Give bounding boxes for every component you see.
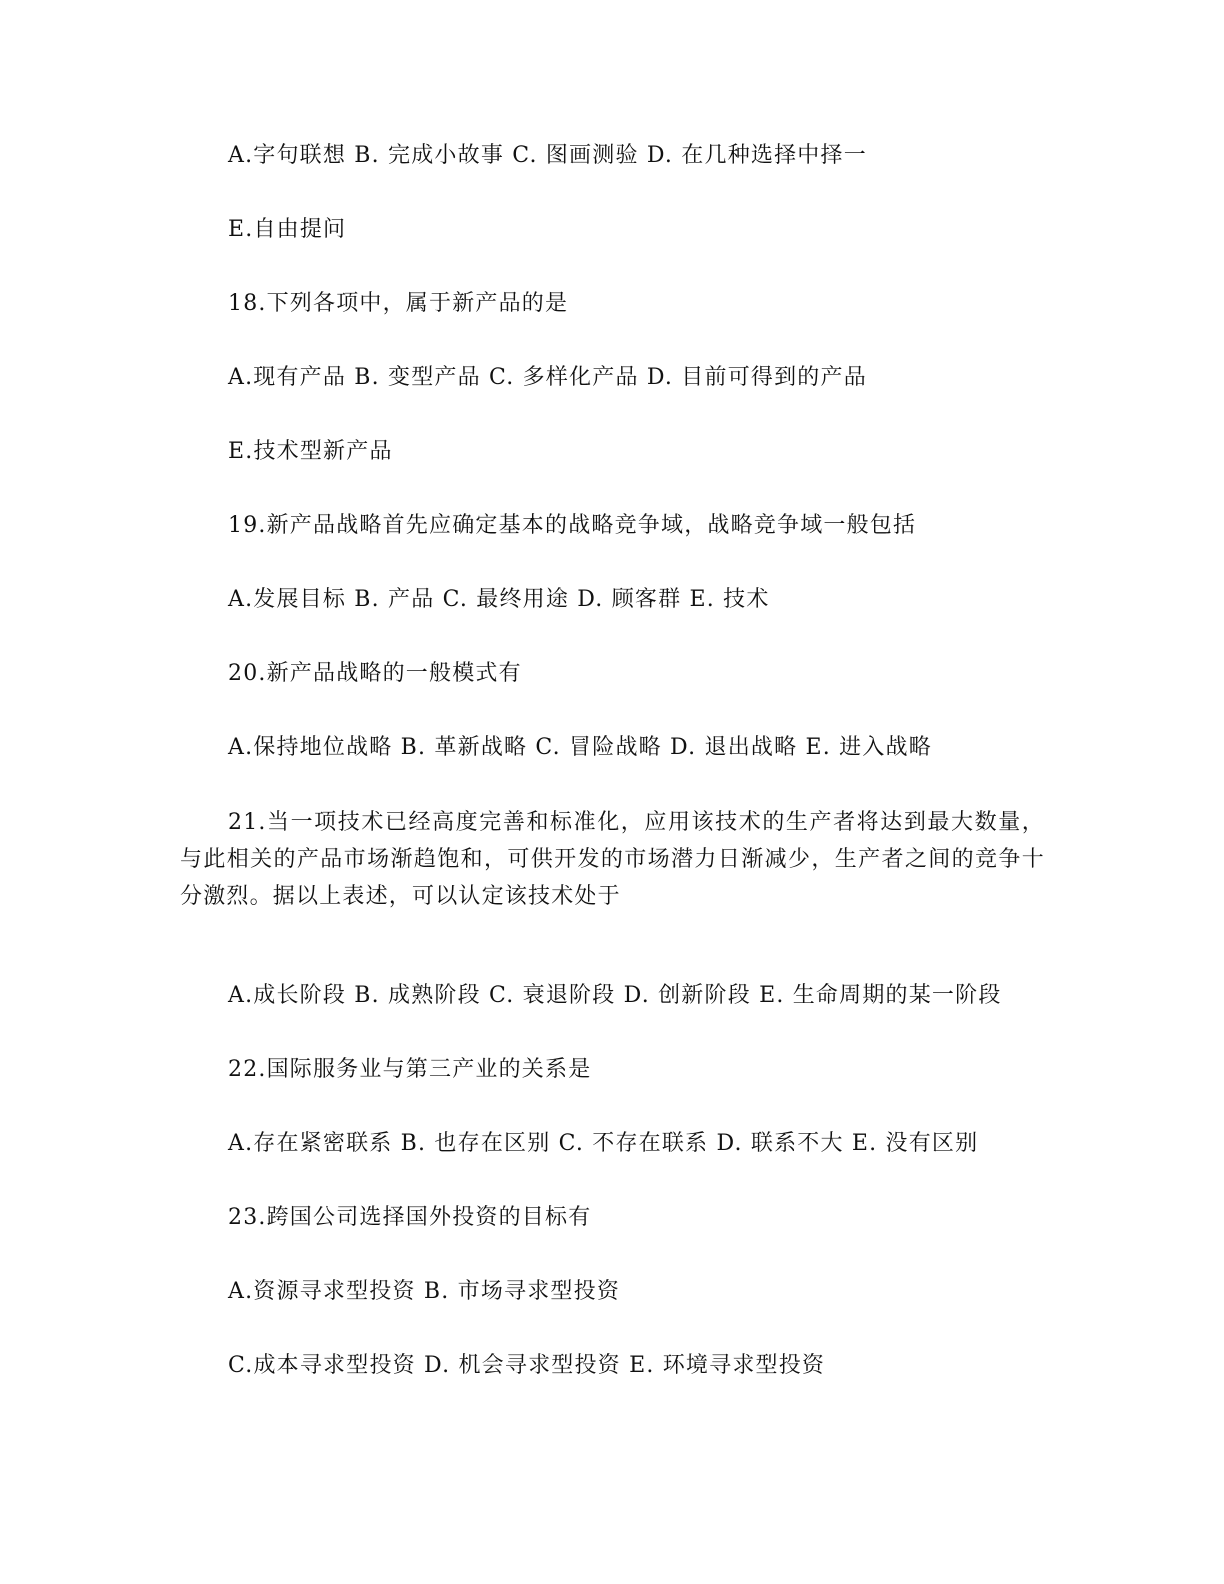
q21-question: 21.当一项技术已经高度完善和标准化，应用该技术的生产者将达到最大数量，与此相关的产品市场渐趋饱和，可供开发的市场潜力日渐减少，生产者之间的竞争十分激烈。据以上表述，可以认定该技术处于 — [180, 810, 1045, 909]
q17-option-e: E.自由提问 — [228, 217, 347, 242]
q22-options: A.存在紧密联系 B. 也存在区别 C. 不存在联系 D. 联系不大 E. 没有区别 — [228, 1131, 979, 1156]
q22-question: 22.国际服务业与第三产业的关系是 — [228, 1057, 592, 1082]
q20-question: 20.新产品战略的一般模式有 — [228, 661, 522, 686]
q19-question: 19.新产品战略首先应确定基本的战略竞争域，战略竞争域一般包括 — [228, 513, 917, 538]
q23-question: 23.跨国公司选择国外投资的目标有 — [228, 1205, 592, 1230]
q23-options-a-b: A.资源寻求型投资 B. 市场寻求型投资 — [228, 1279, 621, 1304]
q21-options: A.成长阶段 B. 成熟阶段 C. 衰退阶段 D. 创新阶段 E. 生命周期的某一阶段 — [228, 983, 1002, 1008]
q20-options: A.保持地位战略 B. 革新战略 C. 冒险战略 D. 退出战略 E. 进入战略 — [228, 735, 932, 760]
q18-option-e: E.技术型新产品 — [228, 439, 393, 464]
q23-options-c-e: C.成本寻求型投资 D. 机会寻求型投资 E. 环境寻求型投资 — [228, 1353, 826, 1378]
q18-options-a-d: A.现有产品 B. 变型产品 C. 多样化产品 D. 目前可得到的产品 — [228, 365, 867, 390]
q19-options: A.发展目标 B. 产品 C. 最终用途 D. 顾客群 E. 技术 — [228, 587, 770, 612]
q17-options-a-d: A.字句联想 B. 完成小故事 C. 图画测验 D. 在几种选择中择一 — [228, 143, 867, 168]
q18-question: 18.下列各项中，属于新产品的是 — [228, 291, 569, 316]
